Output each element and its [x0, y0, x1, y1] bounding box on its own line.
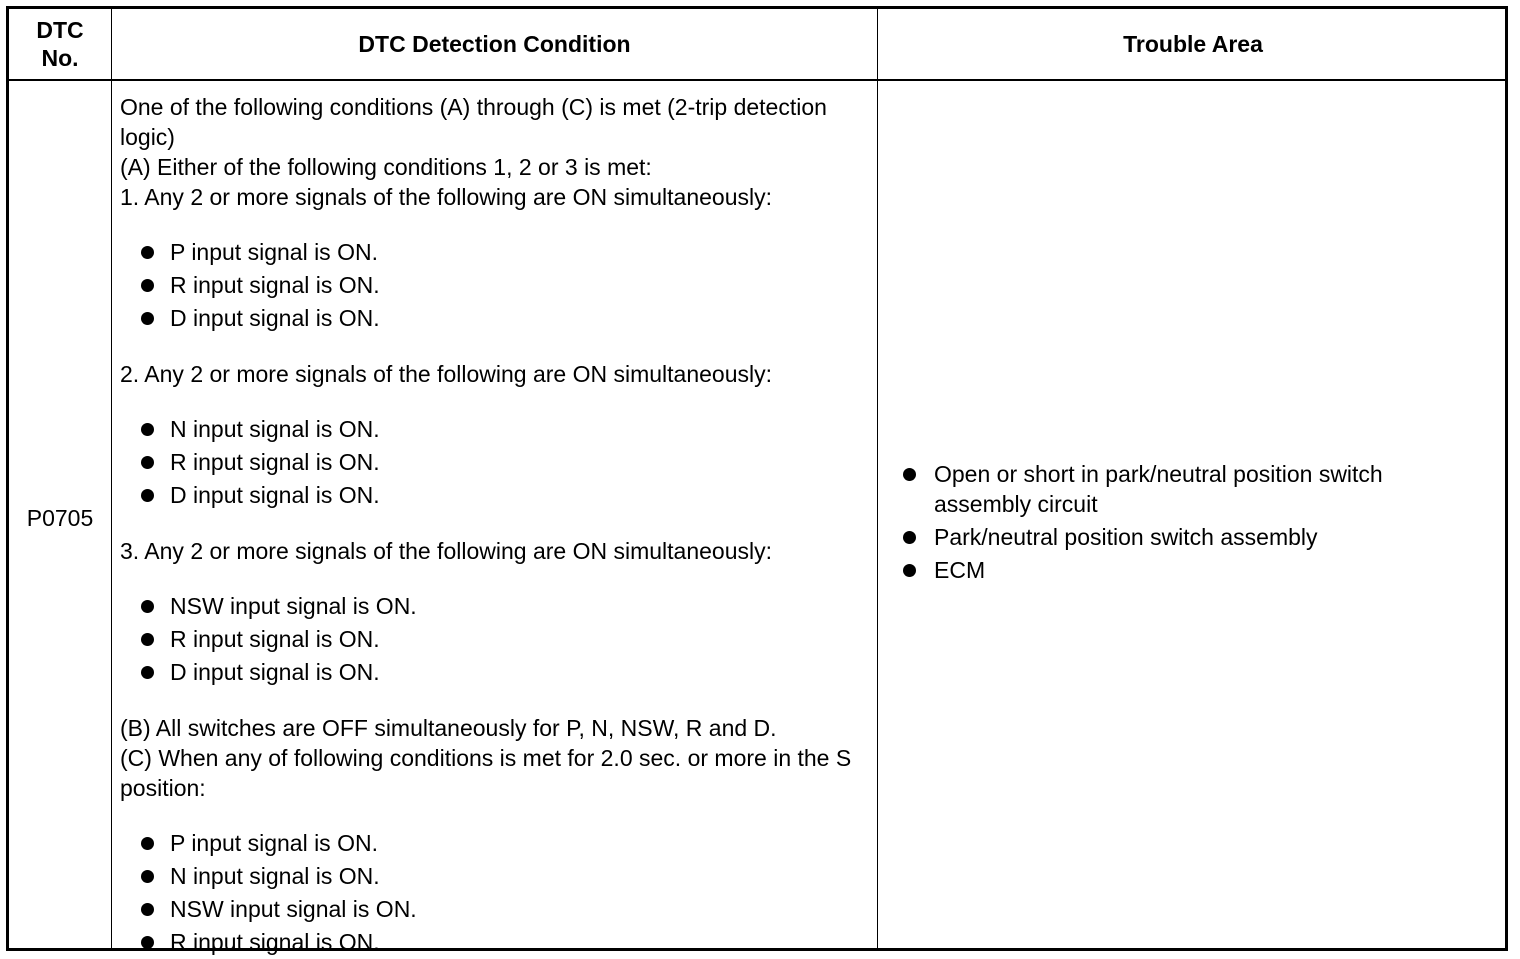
list-item-text: R input signal is ON. [170, 449, 380, 475]
list-item-text: R input signal is ON. [170, 626, 380, 652]
condition-a-heading: (A) Either of the following conditions 1, 2 or 3 is met: [120, 154, 652, 180]
list-item-text: N input signal is ON. [170, 416, 380, 442]
list-item [896, 459, 1486, 519]
header-detection-condition: DTC Detection Condition [358, 31, 631, 57]
condition-intro: One of the following conditions (A) through (C) is met (2-trip detection logic) [120, 94, 827, 150]
condition-3-heading: 3. Any 2 or more signals of the following are ON simultaneously: [120, 538, 772, 564]
condition-b-text: (B) All switches are OFF simultaneously for P, N, NSW, R and D. [120, 715, 777, 741]
condition-2-list [120, 413, 870, 512]
bullet-icon [903, 468, 916, 481]
bullet-icon [141, 870, 154, 883]
list-item [120, 656, 870, 689]
header-divider [9, 79, 1505, 81]
list-item [120, 446, 870, 479]
bullet-icon [903, 531, 916, 544]
list-item [120, 413, 870, 446]
bullet-icon [141, 936, 154, 949]
bullet-icon [141, 903, 154, 916]
bullet-icon [141, 600, 154, 613]
bullet-icon [141, 279, 154, 292]
condition-1-list [120, 236, 870, 335]
list-item [120, 590, 870, 623]
condition-c-text: (C) When any of following conditions is met for 2.0 sec. or more in the S position: [120, 745, 852, 801]
list-item [120, 926, 870, 959]
header-dtc-no-text: DTC No. [36, 17, 84, 71]
header-dtc-no [9, 9, 111, 79]
list-item [120, 302, 870, 335]
list-item-text: Open or short in park/neutral position switch assembly circuit [934, 461, 1383, 517]
trouble-area-cell [896, 459, 1486, 588]
list-item-text: D input signal is ON. [170, 482, 380, 508]
list-item-text: R input signal is ON. [170, 272, 380, 298]
list-item-text: Park/neutral position switch assembly [934, 524, 1318, 550]
header-trouble-area: Trouble Area [1123, 31, 1263, 57]
condition-3-list [120, 590, 870, 689]
list-item-text: P input signal is ON. [170, 830, 378, 856]
bullet-icon [141, 246, 154, 259]
bullet-icon [141, 423, 154, 436]
list-item-text: ECM [934, 557, 986, 583]
list-item-text: NSW input signal is ON. [170, 593, 417, 619]
column-divider-2 [877, 9, 878, 948]
condition-c-list [120, 827, 870, 959]
list-item [120, 860, 870, 893]
bullet-icon [141, 633, 154, 646]
list-item [120, 236, 870, 269]
column-divider-1 [111, 9, 112, 948]
list-item-text: N input signal is ON. [170, 863, 380, 889]
bullet-icon [141, 837, 154, 850]
list-item-text: NSW input signal is ON. [170, 896, 417, 922]
bullet-icon [141, 312, 154, 325]
list-item-text: D input signal is ON. [170, 305, 380, 331]
list-item [896, 555, 1486, 585]
list-item [120, 827, 870, 860]
dtc-code: P0705 [26, 505, 94, 531]
list-item-text: P input signal is ON. [170, 239, 378, 265]
detection-condition-cell [120, 92, 870, 959]
bullet-icon [903, 564, 916, 577]
list-item [120, 893, 870, 926]
list-item [896, 522, 1486, 552]
bullet-icon [141, 489, 154, 502]
bullet-icon [141, 456, 154, 469]
list-item-text: D input signal is ON. [170, 659, 380, 685]
trouble-area-list [896, 459, 1486, 585]
bullet-icon [141, 666, 154, 679]
dtc-table [6, 6, 1508, 955]
list-item-text: R input signal is ON. [170, 929, 380, 955]
condition-1-heading: 1. Any 2 or more signals of the following are ON simultaneously: [120, 184, 772, 210]
list-item [120, 269, 870, 302]
condition-2-heading: 2. Any 2 or more signals of the following are ON simultaneously: [120, 361, 772, 387]
list-item [120, 479, 870, 512]
list-item [120, 623, 870, 656]
